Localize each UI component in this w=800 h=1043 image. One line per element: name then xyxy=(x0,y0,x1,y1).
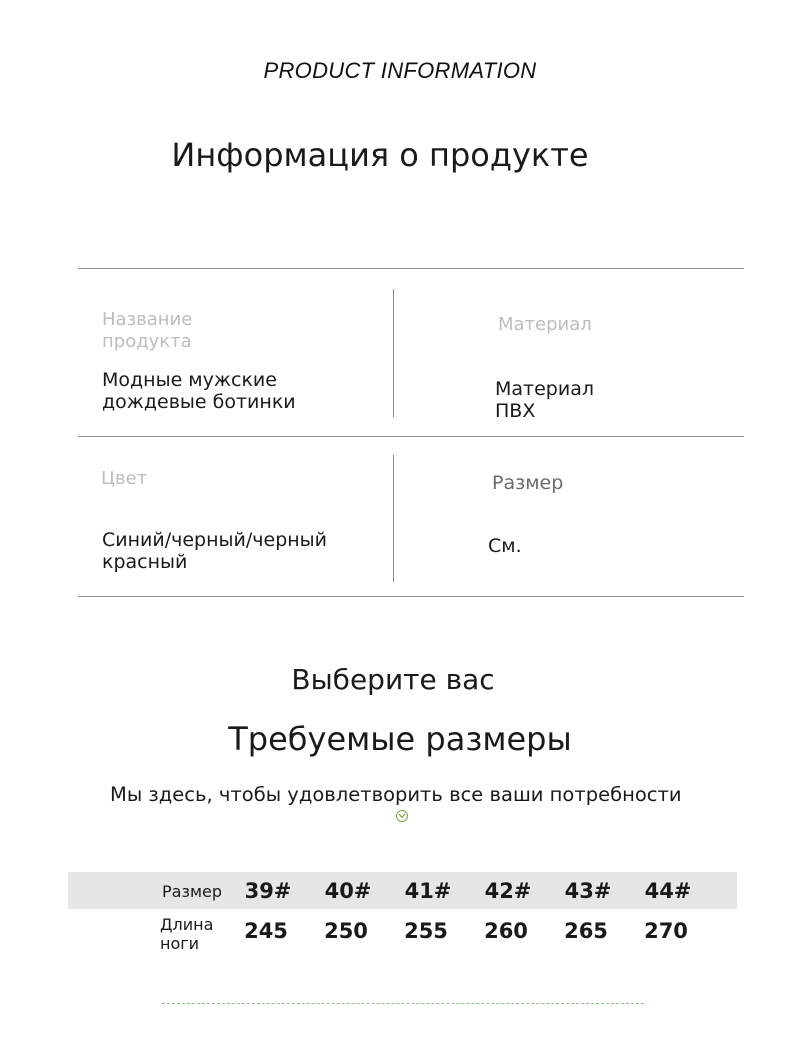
chevron-down-icon xyxy=(396,810,408,822)
size-row-label: Размер xyxy=(162,882,223,901)
size-cell-40: 40# xyxy=(324,879,372,903)
needs-note: Мы здесь, чтобы удовлетворить все ваши потребности xyxy=(110,783,682,806)
color-value: Синий/черный/черный красный xyxy=(102,529,328,573)
size-cell-42: 42# xyxy=(484,879,532,903)
divider-vertical-2 xyxy=(393,455,394,582)
product-name-label: Название продукта xyxy=(102,309,193,352)
size-label: Размер xyxy=(492,472,564,494)
length-cell-260: 260 xyxy=(484,919,528,943)
material-label: Материал xyxy=(498,314,592,335)
divider-vertical-1 xyxy=(393,289,394,417)
page-header-en: PRODUCT INFORMATION xyxy=(263,58,537,83)
choose-heading: Выберите вас xyxy=(291,663,495,696)
page-title: Информация о продукте xyxy=(171,136,589,174)
length-cell-255: 255 xyxy=(404,919,448,943)
size-cell-39: 39# xyxy=(244,879,292,903)
length-cell-265: 265 xyxy=(564,919,608,943)
size-cell-41: 41# xyxy=(404,879,452,903)
size-value: См. xyxy=(488,535,522,557)
length-cell-270: 270 xyxy=(644,919,688,943)
divider-middle xyxy=(78,436,744,437)
divider-top xyxy=(78,268,744,269)
color-label: Цвет xyxy=(101,468,148,489)
required-sizes-heading: Требуемые размеры xyxy=(228,720,572,758)
length-cell-250: 250 xyxy=(324,919,368,943)
material-value: Материал ПВХ xyxy=(495,378,594,422)
product-name-value: Модные мужские дождевые ботинки xyxy=(102,369,296,413)
divider-bottom xyxy=(78,596,744,597)
length-row-label: Длина ноги xyxy=(160,915,214,953)
length-cell-245: 245 xyxy=(244,919,288,943)
size-cell-43: 43# xyxy=(564,879,612,903)
size-cell-44: 44# xyxy=(644,879,692,903)
dashed-divider xyxy=(162,1003,644,1004)
